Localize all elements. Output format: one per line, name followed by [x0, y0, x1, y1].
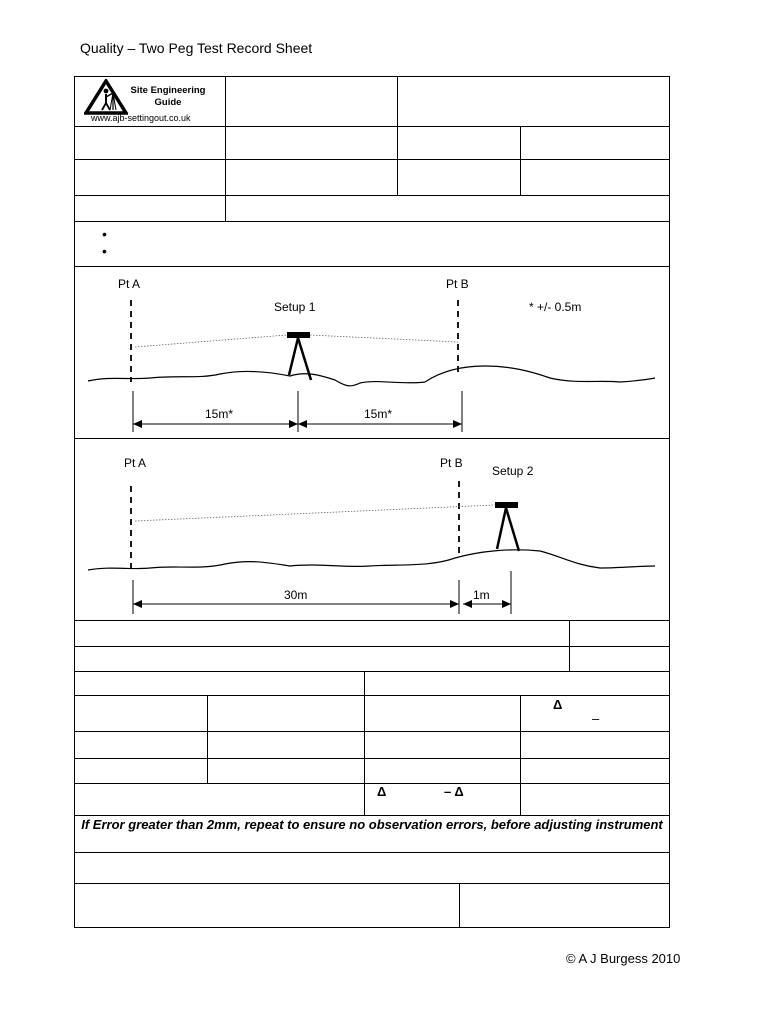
pt-a-label-2: Pt A — [124, 456, 147, 470]
ground-line-1 — [88, 366, 655, 386]
pt-b-label-2: Pt B — [440, 456, 463, 470]
logo-line1: Site Engineering — [130, 85, 206, 96]
dim-main-label: 30m — [284, 588, 308, 602]
logo-line2: Guide — [154, 97, 182, 108]
minus-symbol: – — [592, 711, 600, 726]
tolerance-note: * +/- 0.5m — [529, 300, 582, 314]
delta-symbol: Δ — [553, 697, 563, 712]
dim-right-label: 15m* — [364, 407, 393, 421]
pt-a-label-1: Pt A — [118, 277, 141, 291]
setup1-label: Setup 1 — [274, 300, 316, 314]
setup2-label: Setup 2 — [492, 464, 534, 478]
error-warning: If Error greater than 2mm, repeat to ensure no observation errors, before adjusting instrument — [81, 817, 663, 832]
copyright-footer: © A J Burgess 2010 — [566, 951, 681, 966]
logo-url: www.ajb-settingout.co.uk — [91, 113, 191, 123]
minus-delta-symbol: – Δ — [444, 784, 464, 799]
pt-b-label-1: Pt B — [446, 277, 469, 291]
delta-symbol: Δ — [377, 784, 387, 799]
level-tripod-icon — [495, 502, 519, 551]
bullet-1: • — [102, 226, 107, 242]
sight-line-1b — [310, 335, 458, 342]
bullet-2: • — [102, 243, 107, 259]
level-tripod-icon — [287, 332, 311, 380]
dim-left-label: 15m* — [205, 407, 234, 421]
sight-line-2 — [135, 505, 495, 521]
ground-line-2 — [88, 550, 655, 570]
setup2-diagram — [88, 481, 655, 614]
dim-offset-label: 1m — [473, 588, 490, 602]
page-title: Quality – Two Peg Test Record Sheet — [80, 40, 313, 56]
sight-line-1a — [135, 335, 287, 347]
